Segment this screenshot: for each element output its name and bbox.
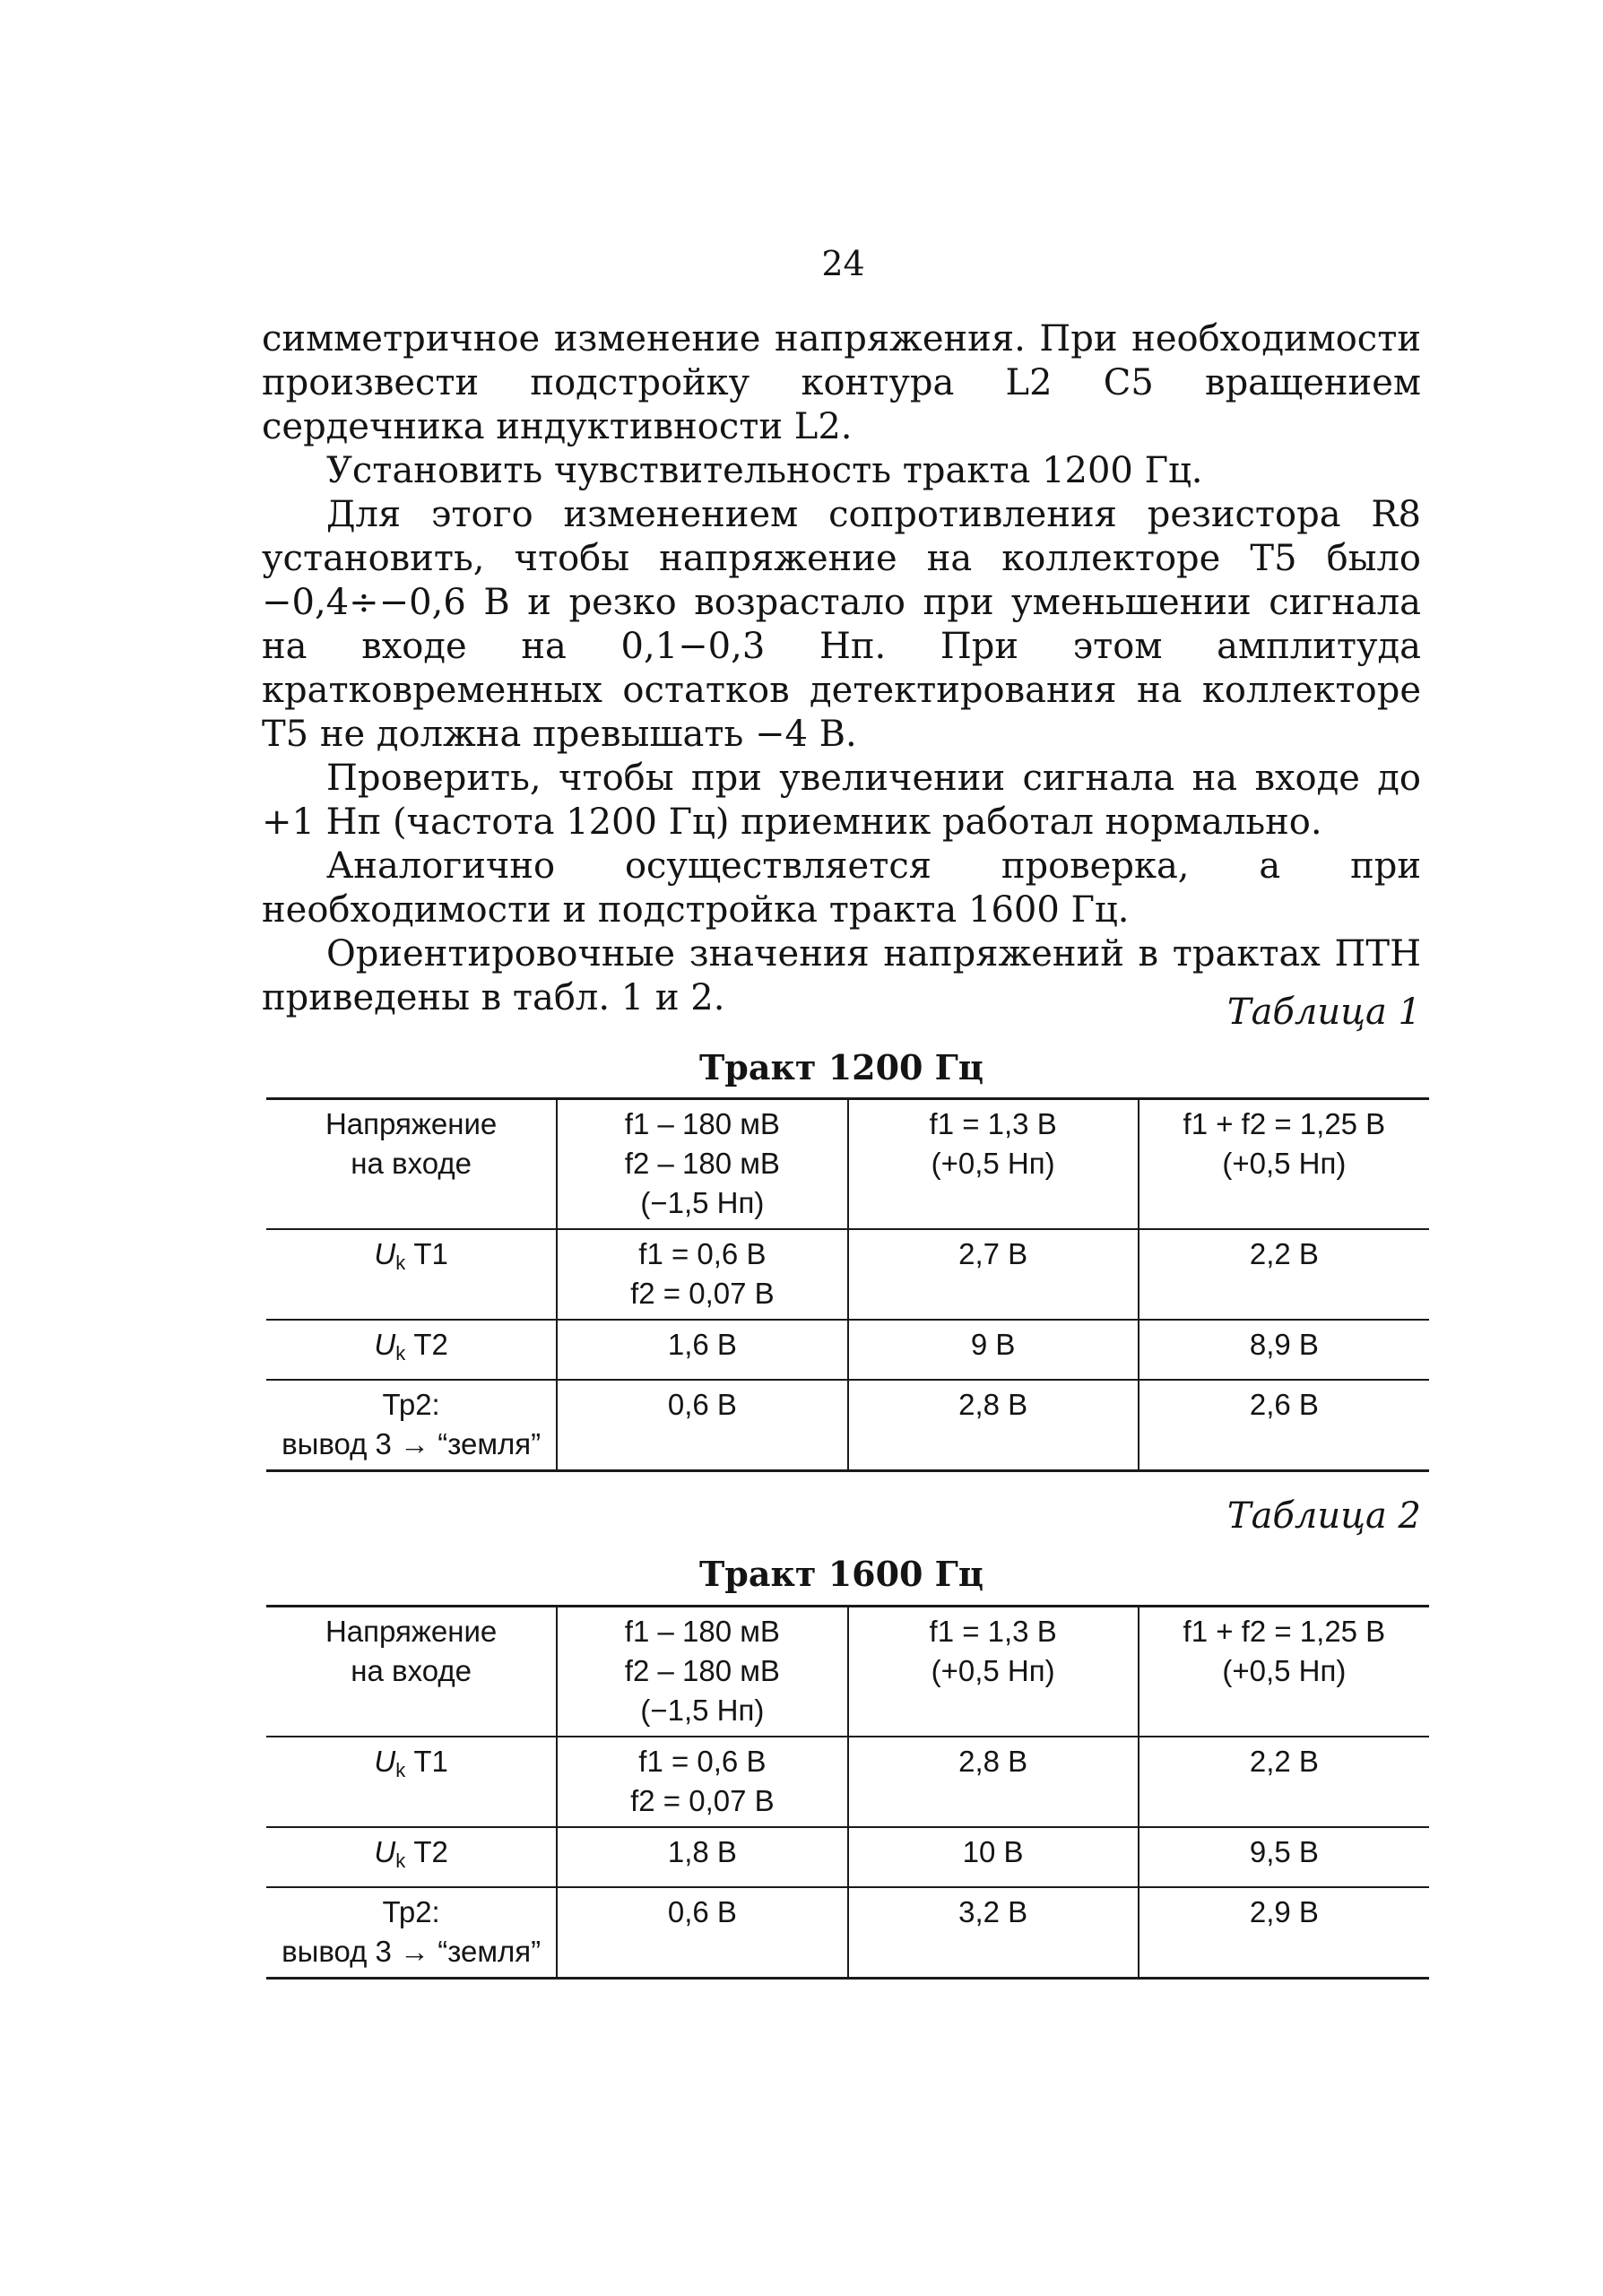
table-header-row [266, 1607, 1429, 1737]
table-2-label: Таблица 2 [1226, 1495, 1421, 1537]
cell: 3,2 В [848, 1887, 1139, 1979]
cell: 0,6 В [557, 1887, 847, 1979]
header-cell: f1 – 180 мВ f2 – 180 мВ (−1,5 Нп) [557, 1607, 847, 1737]
cell: 2,8 В [848, 1380, 1139, 1471]
header-cell: f1 – 180 мВ f2 – 180 мВ (−1,5 Нп) [557, 1099, 847, 1230]
cell: 2,9 В [1139, 1887, 1429, 1979]
row-label: $U_k$ Т2 [266, 1320, 557, 1380]
paragraph: симметричное изменение напряжения. При необходимости произвести подстройку контура L2 С5 вращением сердечника индуктивности L2. [262, 318, 1421, 447]
cell: 9 В [848, 1320, 1139, 1380]
table-2 [266, 1605, 1429, 1980]
header-cell: Напряжение на входе [266, 1607, 557, 1737]
row-label: $U_k$ Т2 [266, 1827, 557, 1887]
cell: f1 = 0,6 В f2 = 0,07 В [557, 1737, 847, 1827]
paragraph: Установить чувствительность тракта 1200 Гц. [326, 450, 1203, 491]
table-2-title: Тракт 1600 Гц [699, 1554, 983, 1594]
cell: 9,5 В [1139, 1827, 1429, 1887]
cell: 2,2 В [1139, 1229, 1429, 1320]
header-cell: f1 + f2 = 1,25 В (+0,5 Нп) [1139, 1607, 1429, 1737]
header-cell: Напряжение на входе [266, 1099, 557, 1230]
paragraph: Для этого изменением сопротивления резистора R8 установить, чтобы напряжение на коллекторе Т5 было −0,4÷−0,6 В и резко возрастало при уменьшении сигнала на входе на 0,1−0,3 Нп. При этом амплитуда кратковременных остатков детектирования на коллекторе Т5 не должна превышать −4 В. [262, 494, 1421, 755]
header-cell: f1 + f2 = 1,25 В (+0,5 Нп) [1139, 1099, 1429, 1230]
table-1-title: Тракт 1200 Гц [699, 1047, 983, 1087]
cell: 8,9 В [1139, 1320, 1429, 1380]
table-row [266, 1827, 1429, 1887]
table-1-label: Таблица 1 [1226, 992, 1421, 1033]
row-label: $U_k$ Т1 [266, 1229, 557, 1320]
body-text [262, 317, 1421, 1020]
cell: 2,6 В [1139, 1380, 1429, 1471]
table-row [266, 1320, 1429, 1380]
row-label: Тр2: вывод 3 → “земля” [266, 1380, 557, 1471]
table-1 [266, 1097, 1429, 1472]
paragraph: Аналогично осуществляется проверка, а при необходимости и подстройка тракта 1600 Гц. [262, 845, 1421, 931]
cell: 1,6 В [557, 1320, 847, 1380]
cell: 2,7 В [848, 1229, 1139, 1320]
page-number: 24 [821, 244, 865, 283]
row-label: $U_k$ Т1 [266, 1737, 557, 1827]
cell: 10 В [848, 1827, 1139, 1887]
cell: 1,8 В [557, 1827, 847, 1887]
table-row [266, 1380, 1429, 1471]
cell: 2,2 В [1139, 1737, 1429, 1827]
table-header-row [266, 1099, 1429, 1230]
table-row [266, 1737, 1429, 1827]
cell: f1 = 0,6 В f2 = 0,07 В [557, 1229, 847, 1320]
row-label: Тр2: вывод 3 → “земля” [266, 1887, 557, 1979]
header-cell: f1 = 1,3 В (+0,5 Нп) [848, 1099, 1139, 1230]
table-row [266, 1229, 1429, 1320]
paragraph: Ориентировочные значения напряжений в трактах ПТН приведены в табл. 1 и 2. [262, 933, 1421, 1018]
cell: 2,8 В [848, 1737, 1139, 1827]
table-row [266, 1887, 1429, 1979]
header-cell: f1 = 1,3 В (+0,5 Нп) [848, 1607, 1139, 1737]
cell: 0,6 В [557, 1380, 847, 1471]
paragraph: Проверить, чтобы при увеличении сигнала на входе до +1 Нп (частота 1200 Гц) приемник работал нормально. [262, 758, 1421, 843]
